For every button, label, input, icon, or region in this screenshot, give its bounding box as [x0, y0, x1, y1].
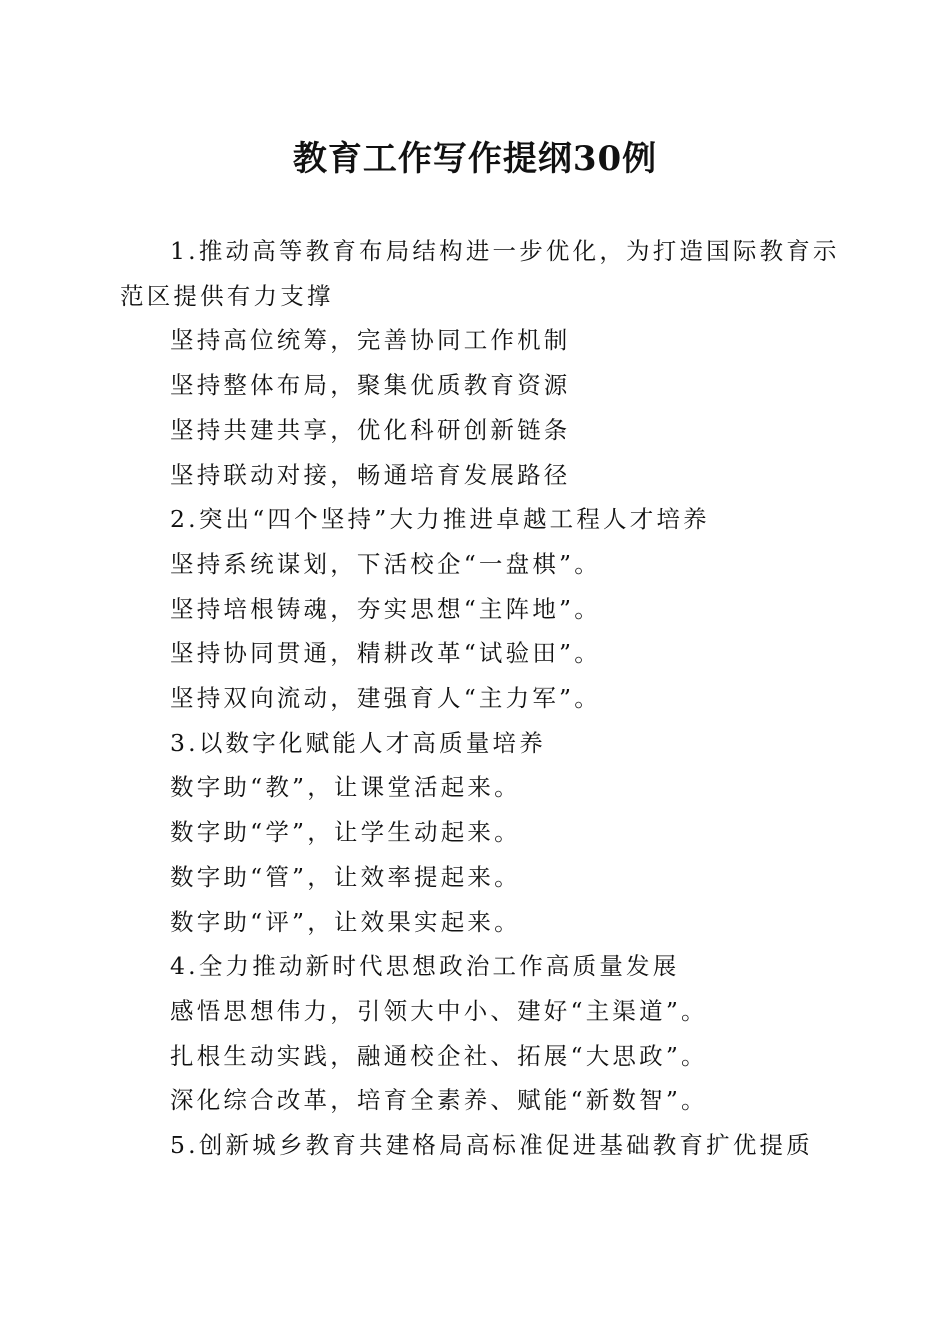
- section-heading-4: [120, 944, 830, 989]
- section-heading-2: [120, 497, 830, 542]
- text-line: 数字助“学”，让学生动起来。: [170, 818, 521, 847]
- text-line: 坚持协同贯通，精耕改革“试验田”。: [170, 639, 601, 668]
- outline-item: [120, 318, 830, 363]
- document-title: 教育工作写作提纲30例: [292, 139, 658, 179]
- text-line: 5.创新城乡教育共建格局高标准促进基础教育扩优提质: [170, 1131, 813, 1160]
- section-heading-5: [120, 1123, 830, 1168]
- outline-item: [120, 676, 830, 721]
- outline-item: [120, 587, 830, 632]
- text-line: 范区提供有力支撑: [120, 281, 334, 310]
- text-line: 3.以数字化赋能人才高质量培养: [170, 728, 546, 757]
- section-heading-1: [120, 229, 840, 274]
- outline-item: [120, 989, 830, 1034]
- outline-item: [120, 900, 830, 945]
- text-line: 坚持系统谋划，下活校企“一盘棋”。: [170, 549, 601, 578]
- text-line: 坚持联动对接，畅通培育发展路径: [170, 460, 571, 489]
- document-body: [120, 229, 840, 1168]
- text-line: 坚持整体布局，聚集优质教育资源: [170, 371, 571, 400]
- text-line: 数字助“教”，让课堂活起来。: [170, 773, 521, 802]
- outline-item: [120, 408, 830, 453]
- outline-item: [120, 453, 830, 498]
- section-heading-1-continued: [120, 274, 830, 319]
- text-line: 2.突出“四个坚持”大力推进卓越工程人才培养: [170, 505, 710, 534]
- text-line: 扎根生动实践，融通校企社、拓展“大思政”。: [170, 1041, 708, 1070]
- text-line: 深化综合改革，培育全素养、赋能“新数智”。: [170, 1086, 708, 1115]
- text-line: 数字助“管”，让效率提起来。: [170, 862, 521, 891]
- text-line: 坚持共建共享，优化科研创新链条: [170, 415, 571, 444]
- outline-item: [120, 765, 830, 810]
- text-line: 1.推动高等教育布局结构进一步优化，为打造国际教育示: [170, 237, 840, 265]
- text-line: 坚持高位统筹，完善协同工作机制: [170, 326, 571, 355]
- outline-item: [120, 810, 830, 855]
- text-line: 感悟思想伟力，引领大中小、建好“主渠道”。: [170, 996, 708, 1025]
- outline-item: [120, 1078, 830, 1123]
- outline-item: [120, 363, 830, 408]
- outline-item: [120, 542, 830, 587]
- text-line: 坚持双向流动，建强育人“主力军”。: [170, 684, 601, 713]
- outline-item: [120, 855, 830, 900]
- text-line: 坚持培根铸魂，夯实思想“主阵地”。: [170, 594, 601, 623]
- text-line: 4.全力推动新时代思想政治工作高质量发展: [170, 952, 680, 981]
- text-line: 数字助“评”，让效果实起来。: [170, 907, 521, 936]
- section-heading-3: [120, 721, 830, 766]
- outline-item: [120, 631, 830, 676]
- outline-item: [120, 1034, 830, 1079]
